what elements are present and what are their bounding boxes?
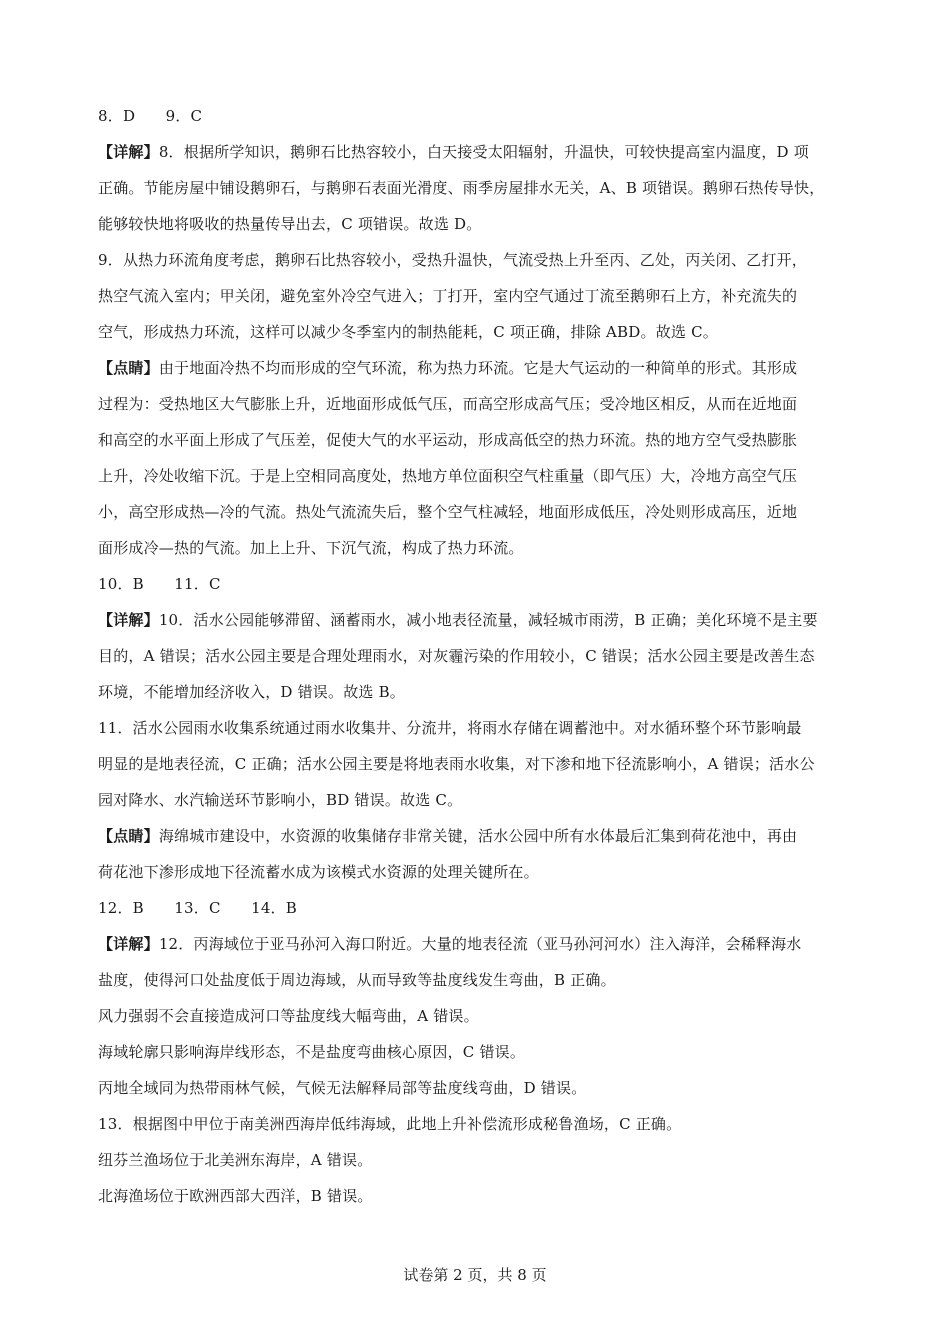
line-text: 9．从热力环流角度考虑，鹅卵石比热容较小，受热升温快，气流受热上升至丙、乙处，丙关闭、乙打开，: [98, 251, 807, 269]
text-line: [98, 314, 858, 350]
line-text: 荷花池下渗形成地下径流蓄水成为该模式水资源的处理关键所在。: [98, 863, 539, 881]
text-line: [98, 170, 858, 206]
text-line: [98, 1106, 858, 1142]
line-text: 面形成冷—热的气流。加上上升、下沉气流，构成了热力环流。: [98, 539, 524, 557]
line-text: 海绵城市建设中，水资源的收集储存非常关键，活水公园中所有水体最后汇集到荷花池中，再由: [158, 827, 798, 845]
text-line: [98, 1178, 858, 1214]
section-tag: 【详解】: [98, 935, 159, 953]
line-text: 10．活水公园能够滞留、涵蓄雨水，减小地表径流量，减轻城市雨涝，B 正确；美化环境不是主要: [158, 611, 818, 629]
line-text: 丙地全域同为热带雨林气候，气候无法解释局部等盐度线弯曲，D 错误。: [98, 1079, 587, 1097]
text-line: [98, 602, 858, 638]
line-text: 11．活水公园雨水收集系统通过雨水收集井、分流井，将雨水存储在调蓄池中。对水循环整个环节影响最: [98, 719, 802, 737]
section-tag: 【点睛】: [98, 359, 159, 377]
line-text: 海域轮廓只影响海岸线形态，不是盐度弯曲核心原因，C 错误。: [98, 1043, 526, 1061]
line-text: 12．丙海域位于亚马孙河入海口附近。大量的地表径流（亚马孙河河水）注入海洋，会稀释海水: [158, 935, 802, 953]
text-line: [98, 242, 858, 278]
line-text: 目的，A 错误；活水公园主要是合理处理雨水，对灰霾污染的作用较小，C 错误；活水公园主要是改善生态: [98, 647, 815, 665]
line-text: 8．根据所学知识，鹅卵石比热容较小，白天接受太阳辐射，升温快，可较快提高室内温度，D 项: [158, 143, 809, 161]
text-line: [98, 890, 858, 926]
text-line: [98, 134, 858, 170]
line-text: 上升，冷处收缩下沉。于是上空相同高度处，热地方单位面积空气柱重量（即气压）大，冷地方高空气压: [98, 467, 798, 485]
page-footer: 试卷第 2 页，共 8 页: [403, 1266, 547, 1284]
text-line: [98, 458, 858, 494]
line-text: 正确。节能房屋中铺设鹅卵石，与鹅卵石表面光滑度、雨季房屋排水无关，A、B 项错误。鹅卵石热传导快，: [98, 179, 825, 197]
line-text: 盐度，使得河口处盐度低于周边海域，从而导致等盐度线发生弯曲，B 正确。: [98, 971, 616, 989]
text-line: [98, 638, 858, 674]
line-text: 12．B 13．C 14．B: [98, 899, 297, 917]
text-line: [98, 674, 858, 710]
text-line: [98, 422, 858, 458]
line-text: 环境，不能增加经济收入，D 错误。故选 B。: [98, 683, 405, 701]
line-text: 过程为：受热地区大气膨胀上升，近地面形成低气压，而高空形成高气压；受冷地区相反，从而在近地面: [98, 395, 798, 413]
line-text: 北海渔场位于欧洲西部大西洋，B 错误。: [98, 1187, 373, 1205]
text-line: [98, 926, 858, 962]
line-text: 小，高空形成热—冷的气流。热处气流流失后，整个空气柱减轻，地面形成低压，冷处则形成高压，近地: [98, 503, 798, 521]
text-line: [98, 710, 858, 746]
line-text: 风力强弱不会直接造成河口等盐度线大幅弯曲，A 错误。: [98, 1007, 479, 1025]
text-line: [98, 98, 858, 134]
line-text: 空气，形成热力环流，这样可以减少冬季室内的制热能耗，C 项正确，排除 ABD。故选 C。: [98, 323, 718, 341]
line-text: 由于地面冷热不均而形成的空气环流，称为热力环流。它是大气运动的一种简单的形式。其形成: [158, 359, 798, 377]
text-line: [98, 1070, 858, 1106]
text-line: [98, 998, 858, 1034]
text-line: [98, 494, 858, 530]
line-text: 13．根据图中甲位于南美洲西海岸低纬海域，此地上升补偿流形成秘鲁渔场，C 正确。: [98, 1115, 682, 1133]
line-text: 明显的是地表径流，C 正确；活水公园主要是将地表雨水收集，对下渗和地下径流影响小，A 错误；活水公: [98, 755, 815, 773]
text-line: [98, 566, 858, 602]
line-text: 纽芬兰渔场位于北美洲东海岸，A 错误。: [98, 1151, 373, 1169]
text-line: [98, 818, 858, 854]
section-tag: 【详解】: [98, 611, 159, 629]
line-text: 10．B 11．C: [98, 575, 221, 593]
line-text: 能够较快地将吸收的热量传导出去，C 项错误。故选 D。: [98, 215, 482, 233]
text-line: [98, 206, 858, 242]
text-line: [98, 782, 858, 818]
line-text: 园对降水、水汽输送环节影响小，BD 错误。故选 C。: [98, 791, 463, 809]
line-text: 和高空的水平面上形成了气压差，促使大气的水平运动，形成高低空的热力环流。热的地方空气受热膨胀: [98, 431, 798, 449]
line-text: 8．D 9．C: [98, 107, 203, 125]
text-line: [98, 386, 858, 422]
text-line: [98, 962, 858, 998]
text-line: [98, 278, 858, 314]
text-line: [98, 1142, 858, 1178]
line-text: 热空气流入室内；甲关闭，避免室外冷空气进入；丁打开，室内空气通过丁流至鹅卵石上方，补充流失的: [98, 287, 798, 305]
section-tag: 【详解】: [98, 143, 159, 161]
text-line: [98, 746, 858, 782]
text-line: [98, 854, 858, 890]
page-content: [98, 98, 858, 1214]
text-line: [98, 1034, 858, 1070]
section-tag: 【点睛】: [98, 827, 159, 845]
text-line: [98, 350, 858, 386]
text-line: [98, 530, 858, 566]
